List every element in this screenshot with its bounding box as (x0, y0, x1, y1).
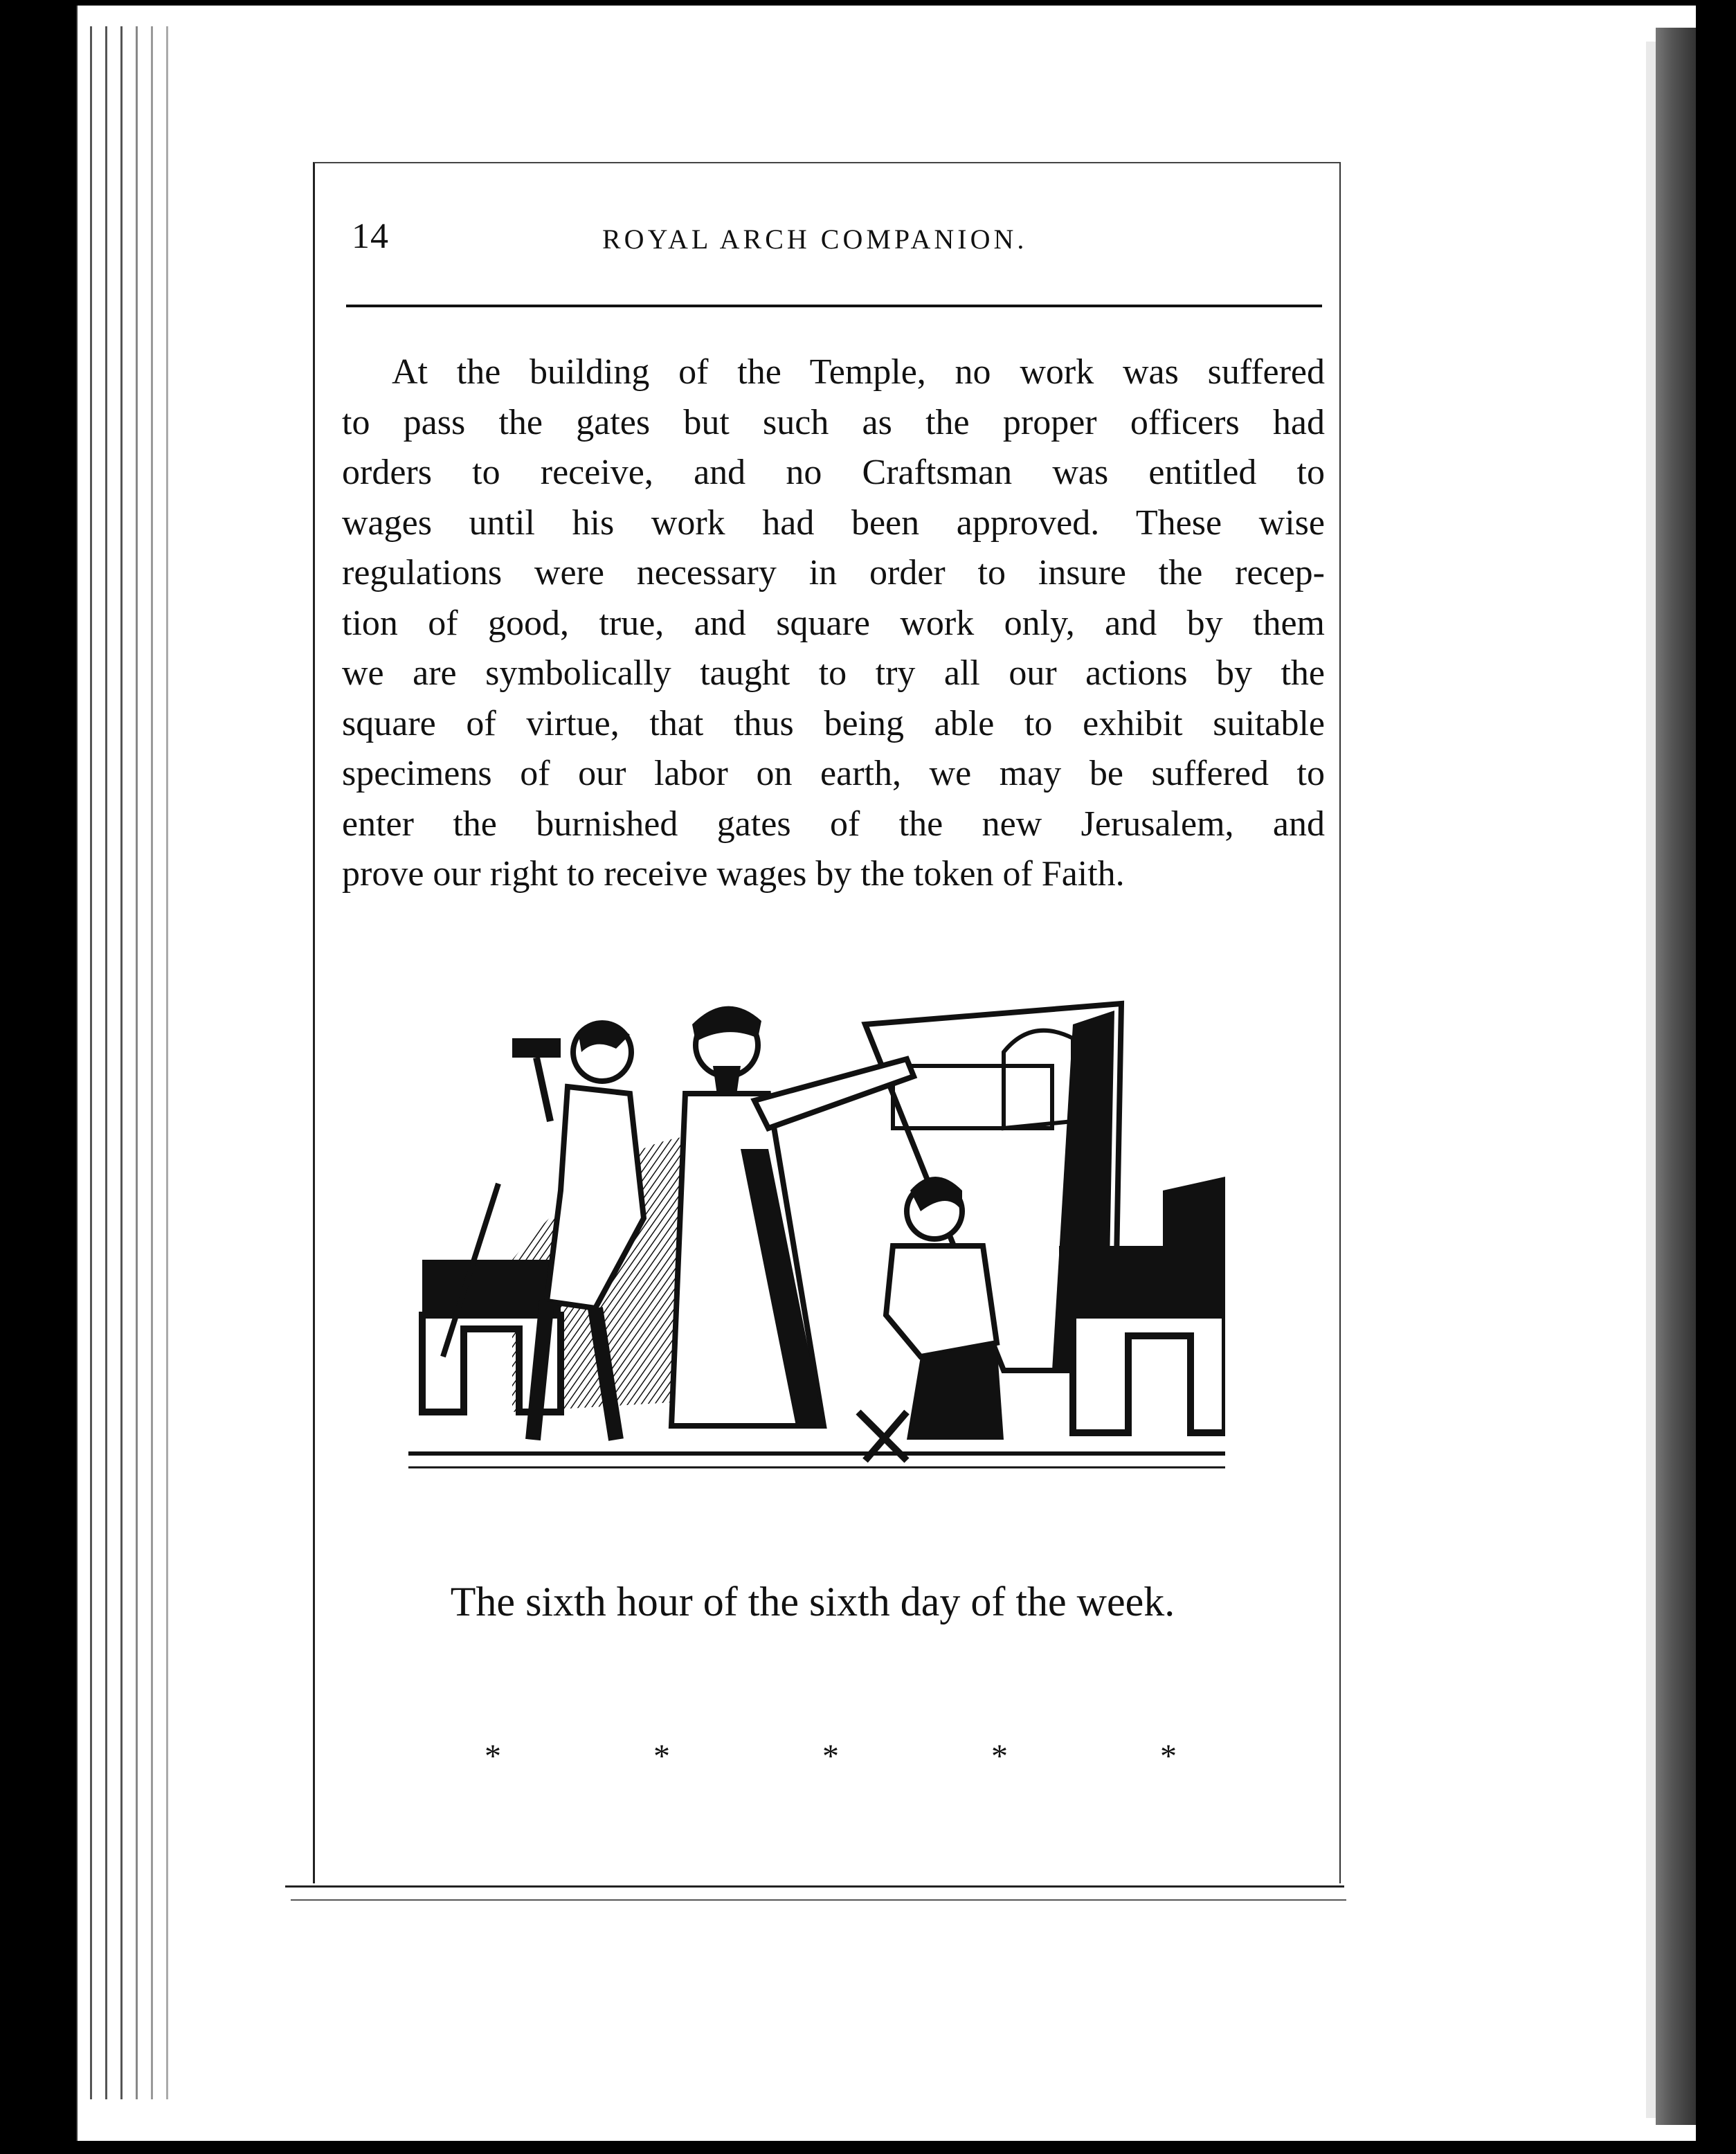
body-line: prove our right to receive wages by the token of Faith. (342, 854, 1125, 894)
seated-figure-legs (907, 1343, 1004, 1440)
asterisk: * (1160, 1738, 1177, 1775)
right-bench-base (1073, 1315, 1225, 1433)
body-line: specimens of our labor on earth, we may be suffered to (342, 754, 1325, 793)
body-line: wages until his work had been approved. These wise (342, 503, 1325, 543)
page-border-bottom-shadow (291, 1899, 1346, 1901)
asterisk: * (991, 1738, 1008, 1775)
book-spine-shadow (1656, 28, 1696, 2125)
body-line: orders to receive, and no Craftsman was entitled to (342, 453, 1325, 492)
page-number: 14 (352, 217, 389, 256)
page-edge-line (151, 26, 153, 2099)
body-line: At the building of the Temple, no work was suffered (392, 352, 1325, 392)
body-line: we are symbolically taught to try all our actions by the (342, 653, 1325, 693)
header-rule (346, 305, 1322, 307)
body-line: regulations were necessary in order to insure the recep- (342, 553, 1325, 592)
right-bench-vise (1163, 1177, 1225, 1260)
section-ornament (485, 1737, 1177, 1775)
asterisk: * (653, 1738, 670, 1775)
page-edge-line (105, 26, 107, 2099)
body-line: to pass the gates but such as the proper officers had (342, 402, 1325, 442)
page-border-bottom (285, 1885, 1344, 1888)
asterisk: * (485, 1738, 501, 1775)
seated-figure-torso (886, 1246, 997, 1357)
page-edge-line (136, 26, 138, 2099)
book-spine-edge (1696, 0, 1736, 2154)
page-edge-line (90, 26, 92, 2099)
craftsmen-engraving (408, 983, 1225, 1509)
hammer-head (512, 1038, 561, 1058)
illustration-caption: The sixth hour of the sixth day of the week. (450, 1579, 1175, 1624)
elder-pointing-arm (754, 1059, 914, 1128)
body-line: enter the burnished gates of the new Jerusalem, and (342, 804, 1325, 844)
page-edge-line (120, 26, 123, 2099)
body-line: tion of good, true, and square work only, and by them (342, 603, 1325, 643)
page-edge-line (166, 26, 168, 2099)
asterisk: * (822, 1738, 839, 1775)
body-line: square of virtue, that thus being able to exhibit suitable (342, 703, 1325, 743)
running-head: ROYAL ARCH COMPANION. (602, 224, 1028, 255)
hammer-handle (536, 1058, 550, 1121)
page-gutter (1646, 42, 1656, 2118)
body-paragraph (342, 347, 1325, 900)
